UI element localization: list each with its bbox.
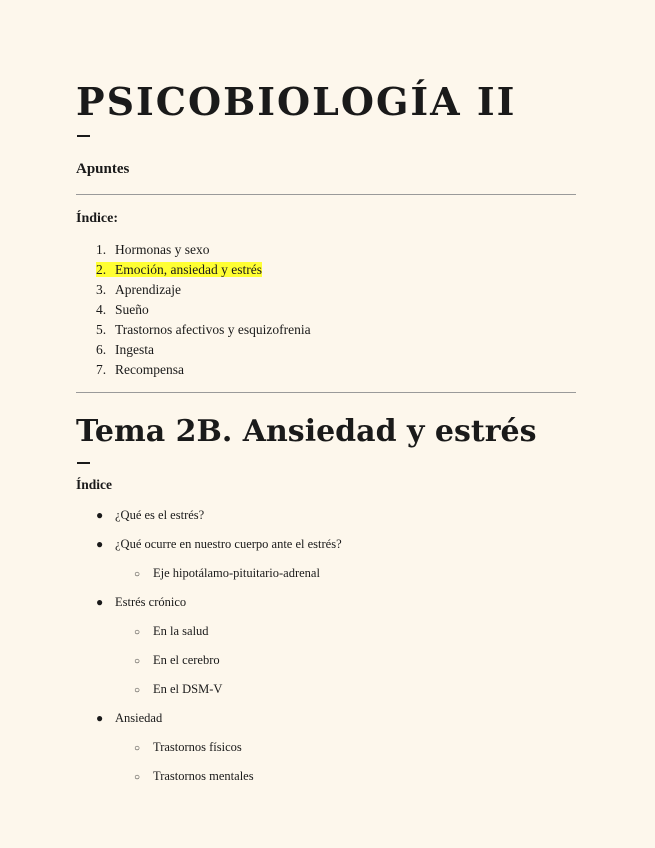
outline-subitem: ○ Trastornos mentales xyxy=(134,768,254,786)
topic-item: 5. Trastornos afectivos y esquizofrenia xyxy=(96,322,311,337)
circle-bullet-icon: ○ xyxy=(134,743,141,754)
index-label: Índice: xyxy=(76,211,118,226)
topic-item: 7. Recompensa xyxy=(96,362,184,377)
topic-item: 4. Sueño xyxy=(96,302,149,317)
title-dash xyxy=(77,135,90,137)
section-index-label: Índice xyxy=(76,477,113,492)
topic-item: 3. Aprendizaje xyxy=(96,282,181,297)
topic-item: 1. Hormonas y sexo xyxy=(96,242,210,257)
outline-subitem: ○ En el DSM-V xyxy=(134,681,222,699)
topic-item-highlighted: 2. Emoción, ansiedad y estrés xyxy=(96,262,262,277)
circle-bullet-icon: ○ xyxy=(134,685,141,696)
topic-item: 6. Ingesta xyxy=(96,342,154,357)
outline-item: ● ¿Qué ocurre en nuestro cuerpo ante el estrés? xyxy=(96,537,342,551)
divider-bottom xyxy=(76,392,576,393)
circle-bullet-icon: ○ xyxy=(134,627,141,638)
divider-top xyxy=(76,194,576,195)
document-subtitle: Apuntes xyxy=(76,161,130,177)
outline-item: ● Ansiedad xyxy=(96,711,163,725)
outline-subitem: ○ Eje hipotálamo-pituitario-adrenal xyxy=(134,565,320,583)
section-dash xyxy=(77,462,90,464)
bullet-icon: ● xyxy=(96,508,104,522)
circle-bullet-icon: ○ xyxy=(134,569,141,580)
bullet-icon: ● xyxy=(96,537,104,551)
outline-subitem: ○ En el cerebro xyxy=(134,652,220,670)
outline-subitem: ○ En la salud xyxy=(134,623,209,641)
outline-subitem: ○ Trastornos físicos xyxy=(134,739,242,757)
document-title: PSICOBIOLOGÍA II xyxy=(76,79,517,124)
circle-bullet-icon: ○ xyxy=(134,772,141,783)
section-title: Tema 2B. Ansiedad y estrés xyxy=(76,414,537,449)
circle-bullet-icon: ○ xyxy=(134,656,141,667)
bullet-icon: ● xyxy=(96,595,104,609)
outline-item: ● Estrés crónico xyxy=(96,595,187,609)
outline-item: ● ¿Qué es el estrés? xyxy=(96,508,205,522)
topics-list xyxy=(96,240,311,380)
bullet-icon: ● xyxy=(96,711,104,725)
